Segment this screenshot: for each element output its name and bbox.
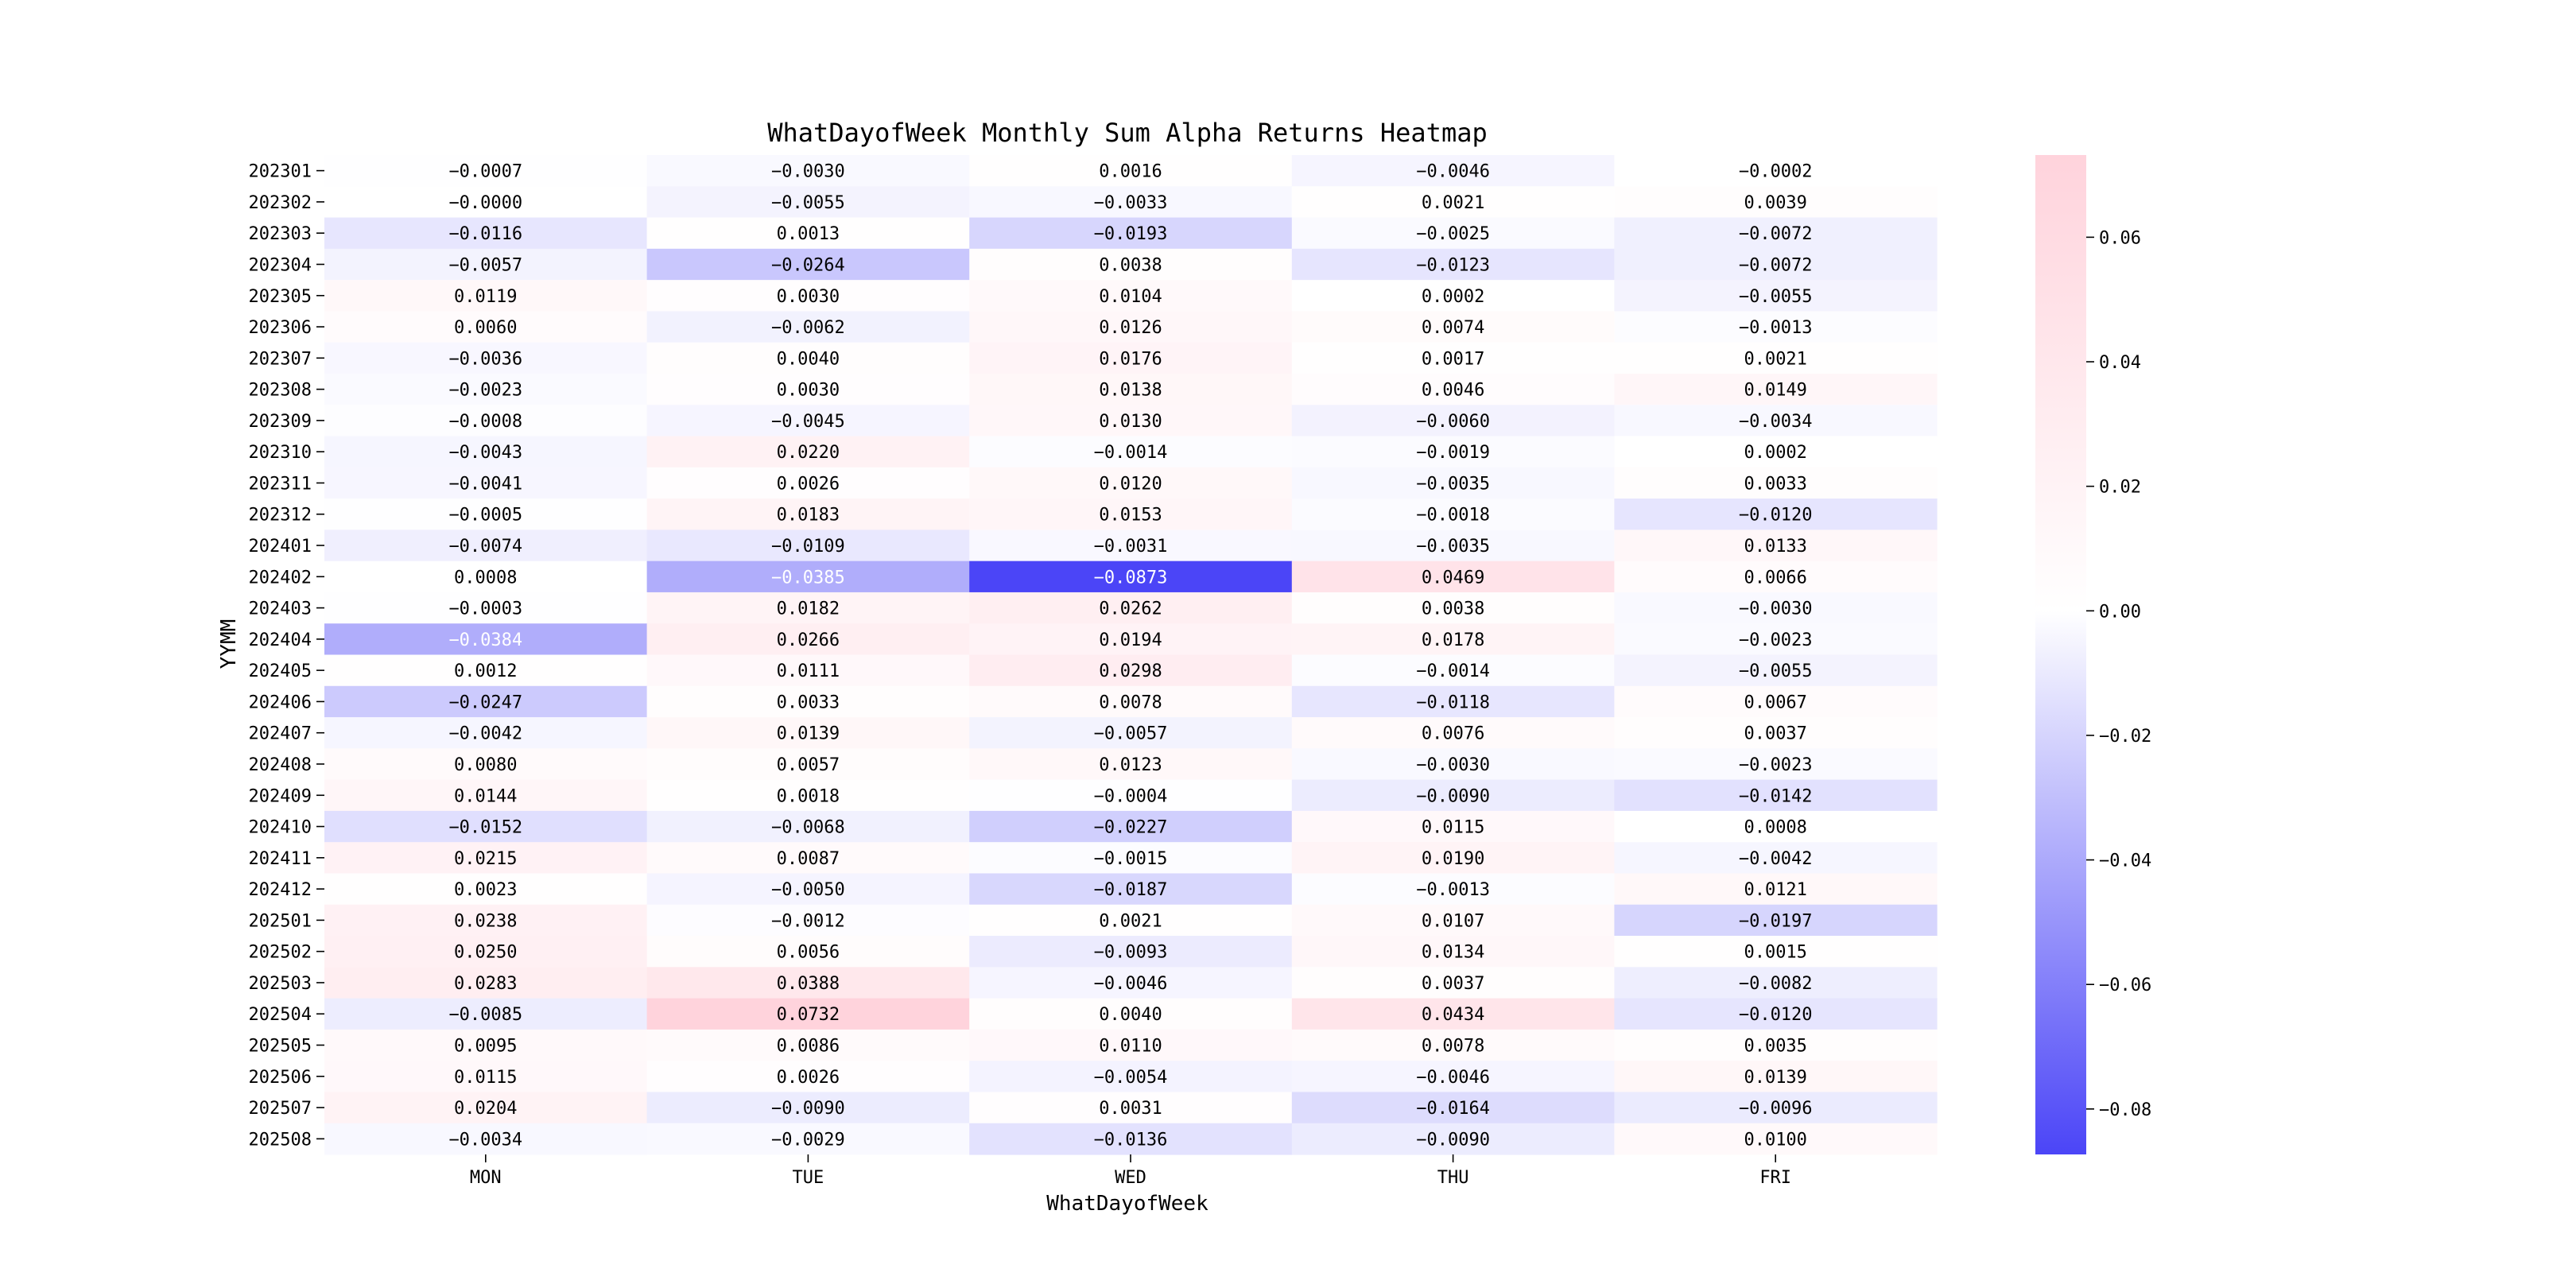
cell-label: −0.0031 <box>1093 537 1168 557</box>
cell-label: −0.0120 <box>1738 1005 1813 1026</box>
cell-label: 0.0039 <box>1744 192 1807 213</box>
cell-label: 0.0182 <box>776 599 840 619</box>
y-tick-label: 202406 <box>248 692 312 713</box>
cell-label: −0.0012 <box>771 911 845 932</box>
cell-label: 0.0056 <box>776 942 840 963</box>
cell-label: 0.0153 <box>1099 505 1162 526</box>
cell-label: −0.0054 <box>1093 1067 1168 1088</box>
cell-label: −0.0034 <box>1738 411 1813 432</box>
cell-label: −0.0116 <box>448 224 523 245</box>
cell-label: 0.0033 <box>1744 474 1807 495</box>
cell-label: −0.0164 <box>1416 1099 1490 1119</box>
y-tick-label: 202407 <box>248 724 312 744</box>
cell-label: −0.0072 <box>1738 255 1813 276</box>
cell-label: −0.0096 <box>1738 1099 1813 1119</box>
y-tick-label: 202312 <box>248 505 312 526</box>
cell-label: −0.0045 <box>771 411 845 432</box>
colorbar <box>2035 155 2086 1154</box>
y-tick-label: 202409 <box>248 786 312 807</box>
cell-label: −0.0057 <box>1093 724 1168 744</box>
y-tick-label: 202504 <box>248 1005 312 1026</box>
y-tick-label: 202506 <box>248 1067 312 1088</box>
x-tick-label: FRI <box>1759 1168 1792 1188</box>
colorbar-tick-label: −0.06 <box>2099 976 2152 996</box>
y-tick-label: 202307 <box>248 349 312 370</box>
y-tick-label: 202302 <box>248 192 312 213</box>
cell-label: 0.0026 <box>776 474 840 495</box>
cell-label: 0.0115 <box>454 1067 518 1088</box>
cell-label: −0.0034 <box>448 1130 523 1150</box>
cell-label: −0.0030 <box>1416 755 1490 775</box>
colorbar-ticks <box>2086 228 2151 1119</box>
y-tick-label: 202404 <box>248 630 312 650</box>
cell-label: 0.0026 <box>776 1067 840 1088</box>
cell-label: 0.0033 <box>776 692 840 713</box>
cell-label: 0.0121 <box>1744 880 1807 901</box>
cell-label: 0.0149 <box>1744 380 1807 401</box>
cell-label: 0.0095 <box>454 1036 518 1057</box>
cell-label: 0.0107 <box>1421 911 1485 932</box>
y-tick-label: 202405 <box>248 661 312 682</box>
cell-label: −0.0055 <box>1738 661 1813 682</box>
cell-label: −0.0043 <box>448 443 523 464</box>
cell-label: −0.0090 <box>1416 786 1490 807</box>
cell-label: 0.0008 <box>1744 817 1807 838</box>
cell-label: −0.0120 <box>1738 505 1813 526</box>
heatmap-cells <box>324 155 1938 1155</box>
cell-label: −0.0000 <box>448 192 523 213</box>
x-axis-label: WhatDayofWeek <box>1046 1192 1208 1216</box>
colorbar-tick-label: −0.04 <box>2099 851 2152 871</box>
cell-label: −0.0007 <box>448 161 523 182</box>
cell-label: −0.0029 <box>771 1130 845 1150</box>
cell-label: −0.0090 <box>771 1099 845 1119</box>
y-tick-label: 202505 <box>248 1036 312 1057</box>
cell-label: −0.0041 <box>448 474 523 495</box>
y-tick-label: 202303 <box>248 224 312 245</box>
cell-label: 0.0066 <box>1744 568 1807 588</box>
cell-label: −0.0030 <box>771 161 845 182</box>
cell-label: 0.0086 <box>776 1036 840 1057</box>
cell-label: 0.0038 <box>1421 599 1485 619</box>
x-axis-ticks <box>470 1154 1791 1188</box>
cell-label: 0.0120 <box>1099 474 1162 495</box>
cell-label: 0.0078 <box>1099 692 1162 713</box>
cell-label: 0.0002 <box>1744 443 1807 464</box>
cell-label: −0.0062 <box>771 318 845 339</box>
cell-label: 0.0262 <box>1099 599 1162 619</box>
cell-label: −0.0197 <box>1738 911 1813 932</box>
cell-label: 0.0138 <box>1099 380 1162 401</box>
cell-label: 0.0008 <box>454 568 518 588</box>
cell-label: −0.0050 <box>771 880 845 901</box>
cell-label: 0.0076 <box>1421 724 1485 744</box>
cell-label: 0.0038 <box>1099 255 1162 276</box>
cell-label: 0.0732 <box>776 1005 840 1026</box>
cell-label: −0.0013 <box>1738 318 1813 339</box>
y-tick-label: 202306 <box>248 318 312 339</box>
cell-label: 0.0469 <box>1421 568 1485 588</box>
cell-label: −0.0033 <box>1093 192 1168 213</box>
cell-label: 0.0388 <box>776 973 840 994</box>
y-tick-label: 202411 <box>248 848 312 869</box>
cell-label: 0.0015 <box>1744 942 1807 963</box>
cell-label: −0.0093 <box>1093 942 1168 963</box>
cell-label: 0.0046 <box>1421 380 1485 401</box>
cell-label: 0.0002 <box>1421 286 1485 307</box>
y-tick-label: 202305 <box>248 286 312 307</box>
y-tick-label: 202301 <box>248 161 312 182</box>
cell-label: −0.0057 <box>448 255 523 276</box>
cell-label: 0.0434 <box>1421 1005 1485 1026</box>
cell-label: 0.0144 <box>454 786 518 807</box>
cell-label: −0.0023 <box>448 380 523 401</box>
y-tick-label: 202304 <box>248 255 312 276</box>
cell-label: −0.0013 <box>1416 880 1490 901</box>
cell-label: −0.0003 <box>448 599 523 619</box>
cell-label: 0.0183 <box>776 505 840 526</box>
cell-label: 0.0030 <box>776 380 840 401</box>
cell-label: −0.0385 <box>771 568 845 588</box>
cell-label: 0.0012 <box>454 661 518 682</box>
cell-label: −0.0042 <box>448 724 523 744</box>
cell-label: 0.0016 <box>1099 161 1162 182</box>
cell-label: 0.0115 <box>1421 817 1485 838</box>
cell-label: −0.0142 <box>1738 786 1813 807</box>
cell-label: 0.0021 <box>1099 911 1162 932</box>
cell-label: 0.0021 <box>1421 192 1485 213</box>
cell-label: 0.0126 <box>1099 318 1162 339</box>
cell-label: −0.0055 <box>771 192 845 213</box>
cell-label: 0.0250 <box>454 942 518 963</box>
cell-label: −0.0025 <box>1416 224 1490 245</box>
cell-label: −0.0036 <box>448 349 523 370</box>
cell-label: 0.0017 <box>1421 349 1485 370</box>
y-tick-label: 202309 <box>248 411 312 432</box>
y-tick-label: 202501 <box>248 911 312 932</box>
cell-label: 0.0060 <box>454 318 518 339</box>
cell-label: 0.0040 <box>1099 1005 1162 1026</box>
cell-label: 0.0018 <box>776 786 840 807</box>
cell-label: 0.0178 <box>1421 630 1485 650</box>
cell-label: 0.0074 <box>1421 318 1485 339</box>
y-tick-label: 202408 <box>248 755 312 775</box>
cell-label: −0.0384 <box>448 630 523 650</box>
cell-label: −0.0046 <box>1416 161 1490 182</box>
cell-label: −0.0014 <box>1093 443 1168 464</box>
colorbar-tick-label: 0.04 <box>2099 353 2141 374</box>
cell-label: 0.0194 <box>1099 630 1162 650</box>
cell-label: 0.0040 <box>776 349 840 370</box>
cell-label: 0.0104 <box>1099 286 1162 307</box>
y-tick-label: 202502 <box>248 942 312 963</box>
cell-label: −0.0008 <box>448 411 523 432</box>
cell-label: −0.0018 <box>1416 505 1490 526</box>
y-tick-label: 202412 <box>248 880 312 901</box>
cell-label: −0.0074 <box>448 537 523 557</box>
y-tick-label: 202410 <box>248 817 312 838</box>
cell-label: 0.0035 <box>1744 1036 1807 1057</box>
cell-label: 0.0130 <box>1099 411 1162 432</box>
cell-label: 0.0133 <box>1744 537 1807 557</box>
x-tick-label: THU <box>1437 1168 1469 1188</box>
cell-label: 0.0110 <box>1099 1036 1162 1057</box>
cell-label: −0.0152 <box>448 817 523 838</box>
cell-label: −0.0014 <box>1416 661 1490 682</box>
cell-label: 0.0220 <box>776 443 840 464</box>
cell-label: 0.0298 <box>1099 661 1162 682</box>
cell-label: −0.0109 <box>771 537 845 557</box>
cell-label: −0.0046 <box>1093 973 1168 994</box>
cell-label: 0.0139 <box>1744 1067 1807 1088</box>
cell-label: −0.0118 <box>1416 692 1490 713</box>
y-tick-label: 202507 <box>248 1099 312 1119</box>
y-tick-label: 202308 <box>248 380 312 401</box>
cell-label: 0.0031 <box>1099 1099 1162 1119</box>
cell-label: −0.0046 <box>1416 1067 1490 1088</box>
cell-label: −0.0082 <box>1738 973 1813 994</box>
cell-label: −0.0873 <box>1093 568 1168 588</box>
cell-label: −0.0193 <box>1093 224 1168 245</box>
cell-label: 0.0078 <box>1421 1036 1485 1057</box>
cell-label: 0.0215 <box>454 848 518 869</box>
y-tick-label: 202508 <box>248 1130 312 1150</box>
cell-label: −0.0247 <box>448 692 523 713</box>
y-tick-label: 202401 <box>248 537 312 557</box>
cell-label: 0.0080 <box>454 755 518 775</box>
cell-label: −0.0055 <box>1738 286 1813 307</box>
cell-label: 0.0139 <box>776 724 840 744</box>
y-tick-label: 202311 <box>248 474 312 495</box>
y-axis-label: YYMM <box>217 619 241 669</box>
cell-label: −0.0123 <box>1416 255 1490 276</box>
y-tick-label: 202402 <box>248 568 312 588</box>
x-tick-label: MON <box>469 1168 502 1188</box>
cell-label: −0.0030 <box>1738 599 1813 619</box>
cell-label: 0.0190 <box>1421 848 1485 869</box>
x-tick-label: WED <box>1115 1168 1146 1188</box>
y-axis-ticks <box>249 162 324 1150</box>
cell-label: 0.0067 <box>1744 692 1807 713</box>
cell-label: −0.0015 <box>1093 848 1168 869</box>
cell-label: −0.0085 <box>448 1005 523 1026</box>
cell-label: −0.0005 <box>448 505 523 526</box>
cell-label: 0.0013 <box>776 224 840 245</box>
cell-label: −0.0072 <box>1738 224 1813 245</box>
chart-title: WhatDayofWeek Monthly Sum Alpha Returns Heatmap <box>767 118 1488 148</box>
cell-label: 0.0100 <box>1744 1130 1807 1150</box>
cell-label: −0.0019 <box>1416 443 1490 464</box>
colorbar-tick-label: 0.06 <box>2099 228 2141 249</box>
colorbar-tick-label: −0.02 <box>2099 726 2152 747</box>
cell-label: −0.0002 <box>1738 161 1813 182</box>
cell-label: 0.0123 <box>1099 755 1162 775</box>
cell-label: 0.0238 <box>454 911 518 932</box>
y-tick-label: 202310 <box>248 443 312 464</box>
cell-label: −0.0264 <box>771 255 845 276</box>
cell-label: 0.0087 <box>776 848 840 869</box>
cell-label: 0.0176 <box>1099 349 1162 370</box>
cell-label: −0.0227 <box>1093 817 1168 838</box>
cell-label: 0.0037 <box>1421 973 1485 994</box>
cell-label: −0.0042 <box>1738 848 1813 869</box>
cell-label: 0.0030 <box>776 286 840 307</box>
cell-label: −0.0060 <box>1416 411 1490 432</box>
colorbar-tick-label: −0.08 <box>2099 1100 2152 1120</box>
cell-label: −0.0136 <box>1093 1130 1168 1150</box>
x-tick-label: TUE <box>792 1168 824 1188</box>
cell-label: −0.0023 <box>1738 755 1813 775</box>
cell-label: −0.0023 <box>1738 630 1813 650</box>
cell-label: 0.0037 <box>1744 724 1807 744</box>
y-tick-label: 202403 <box>248 599 312 619</box>
cell-label: 0.0134 <box>1421 942 1485 963</box>
cell-label: 0.0204 <box>454 1099 518 1119</box>
cell-label: 0.0023 <box>454 880 518 901</box>
cell-label: −0.0035 <box>1416 474 1490 495</box>
y-tick-label: 202503 <box>248 973 312 994</box>
cell-label: −0.0035 <box>1416 537 1490 557</box>
colorbar-tick-label: 0.00 <box>2099 602 2141 623</box>
cell-label: 0.0111 <box>776 661 840 682</box>
colorbar-tick-label: 0.02 <box>2099 477 2141 498</box>
cell-label: −0.0090 <box>1416 1130 1490 1150</box>
cell-label: −0.0068 <box>771 817 845 838</box>
cell-label: −0.0004 <box>1093 786 1168 807</box>
cell-label: −0.0187 <box>1093 880 1168 901</box>
cell-label: 0.0119 <box>454 286 518 307</box>
cell-label: 0.0266 <box>776 630 840 650</box>
cell-label: 0.0057 <box>776 755 840 775</box>
cell-label: 0.0021 <box>1744 349 1807 370</box>
cell-label: 0.0283 <box>454 973 518 994</box>
